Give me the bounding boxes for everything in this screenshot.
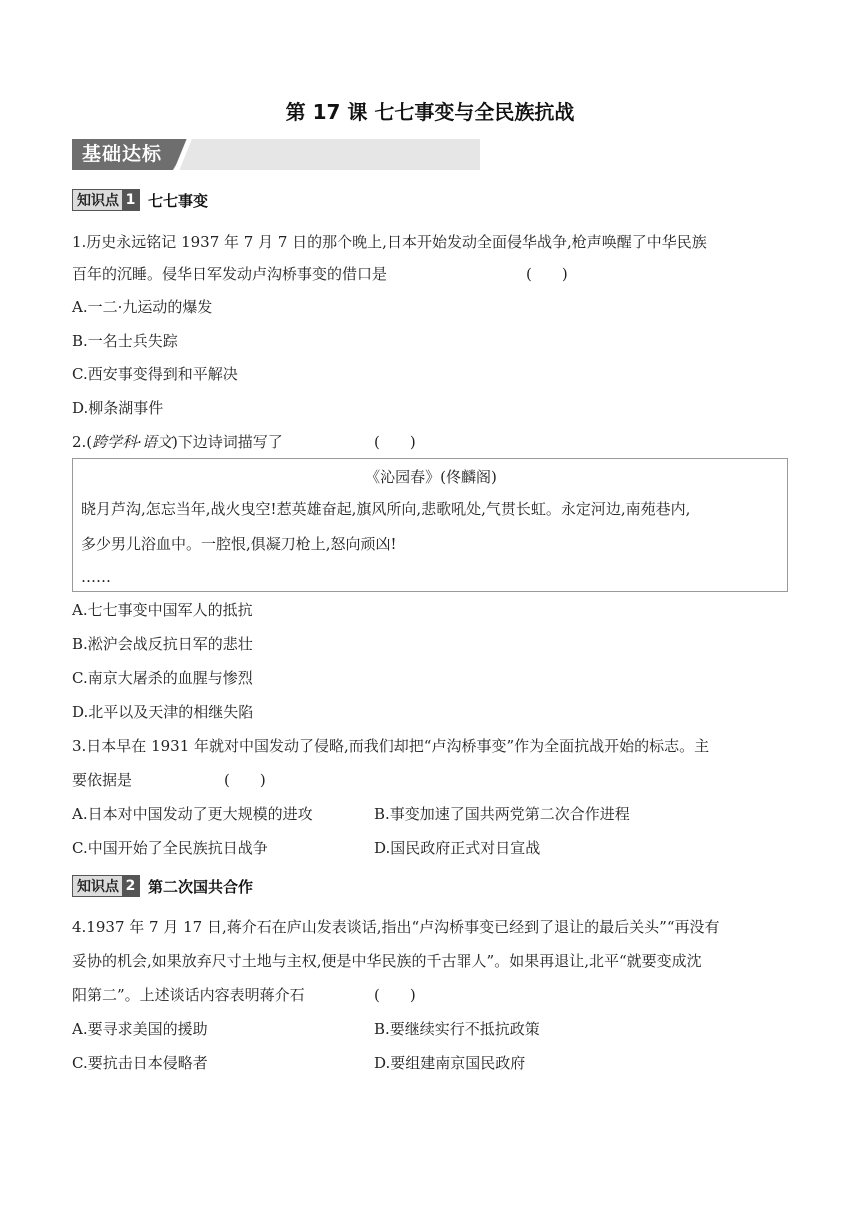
knowledge-point-label: 第二次国共合作 bbox=[148, 877, 254, 896]
q2-answer-blank: ( ) bbox=[374, 433, 416, 451]
q3-option-d: D.国民政府正式对日宣战 bbox=[374, 839, 541, 857]
q3-answer-blank: ( ) bbox=[224, 771, 266, 789]
q4-option-a: A.要寻求美国的援助 bbox=[72, 1020, 208, 1038]
q2-stem-prefix: 2.( bbox=[72, 433, 93, 451]
poem-title: 《沁园春》(佟麟阁) bbox=[365, 468, 497, 486]
q3-option-b: B.事变加速了国共两党第二次合作进程 bbox=[374, 805, 630, 823]
knowledge-point-1-header bbox=[72, 189, 208, 211]
q1-answer-blank: ( ) bbox=[526, 265, 568, 283]
knowledge-point-tag-text: 知识点 bbox=[77, 879, 119, 895]
q2-stem-tag: 跨学科·语文 bbox=[92, 433, 172, 451]
q4-option-b: B.要继续实行不抵抗政策 bbox=[374, 1020, 540, 1038]
q2-option-a: A.七七事变中国军人的抵抗 bbox=[72, 601, 253, 619]
q2-stem-suffix: )下边诗词描写了 bbox=[171, 433, 283, 451]
q4-answer-blank: ( ) bbox=[374, 986, 416, 1004]
poem-line-3: …… bbox=[81, 568, 111, 586]
knowledge-point-tag bbox=[72, 875, 140, 897]
q2-option-c: C.南京大屠杀的血腥与惨烈 bbox=[72, 669, 253, 687]
poem-line-2: 多少男儿浴血中。一腔恨,俱凝刀枪上,怒向顽凶! bbox=[81, 535, 397, 553]
q1-stem-line-1: 1.历史永远铭记 1937 年 7 月 7 日的那个晚上,日本开始发动全面侵华战争,枪声唤醒了中华民族 bbox=[72, 233, 707, 251]
q4-option-d: D.要组建南京国民政府 bbox=[374, 1054, 526, 1072]
section-banner bbox=[72, 139, 480, 170]
q3-option-c: C.中国开始了全民族抗日战争 bbox=[72, 839, 268, 857]
q2-stem bbox=[72, 432, 283, 452]
q3-stem-line-1: 3.日本早在 1931 年就对中国发动了侵略,而我们却把“卢沟桥事变”作为全面抗战开始的标志。主 bbox=[72, 737, 710, 755]
q2-option-b: B.淞沪会战反抗日军的悲壮 bbox=[72, 635, 253, 653]
poem-line-1: 晓月芦沟,怎忘当年,战火曳空!惹英雄奋起,旗风所向,悲歌吼处,气贯长虹。永定河边,南苑巷内, bbox=[81, 500, 691, 518]
knowledge-point-number: 1 bbox=[122, 190, 139, 210]
q1-option-c: C.西安事变得到和平解决 bbox=[72, 365, 238, 383]
q4-stem-line-3: 阳第二”。上述谈话内容表明蒋介石 bbox=[72, 986, 305, 1004]
knowledge-point-label: 七七事变 bbox=[148, 191, 209, 210]
knowledge-point-2-header bbox=[72, 875, 253, 897]
knowledge-point-tag-text: 知识点 bbox=[77, 193, 119, 209]
q4-option-c: C.要抗击日本侵略者 bbox=[72, 1054, 208, 1072]
q1-option-d: D.柳条湖事件 bbox=[72, 399, 164, 417]
lesson-title: 第 17 课 七七事变与全民族抗战 bbox=[285, 100, 575, 124]
q1-option-b: B.一名士兵失踪 bbox=[72, 332, 178, 350]
knowledge-point-tag bbox=[72, 189, 140, 211]
q2-poem-box bbox=[72, 458, 788, 592]
q1-option-a: A.一二·九运动的爆发 bbox=[72, 298, 213, 316]
q3-stem-line-2: 要依据是 bbox=[72, 771, 133, 789]
q4-stem-line-1: 4.1937 年 7 月 17 日,蒋介石在庐山发表谈话,指出“卢沟桥事变已经到了退让的最后关头”“再没有 bbox=[72, 918, 720, 936]
section-title: 基础达标 bbox=[82, 143, 163, 165]
knowledge-point-number: 2 bbox=[122, 876, 139, 896]
q1-stem-line-2: 百年的沉睡。侵华日军发动卢沟桥事变的借口是 bbox=[72, 265, 388, 283]
q2-option-d: D.北平以及天津的相继失陷 bbox=[72, 703, 254, 721]
q3-option-a: A.日本对中国发动了更大规模的进攻 bbox=[72, 805, 313, 823]
q4-stem-line-2: 妥协的机会,如果放弃尺寸土地与主权,便是中华民族的千古罪人”。如果再退让,北平“就要变成沈 bbox=[72, 952, 702, 970]
